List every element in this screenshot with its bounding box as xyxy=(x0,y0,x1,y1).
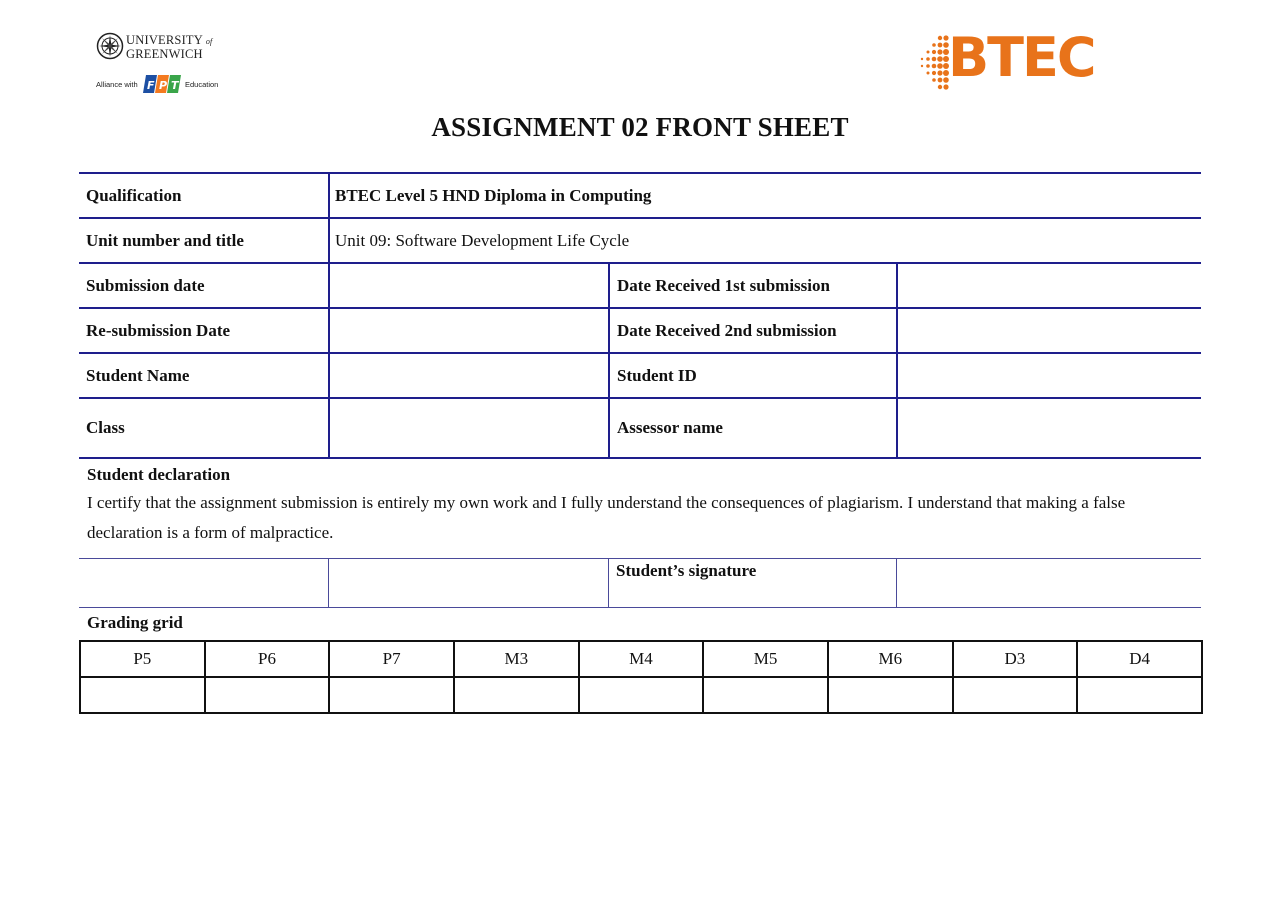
student-signature-label: Student’s signature xyxy=(609,559,897,607)
grade-criterion: P6 xyxy=(205,641,330,677)
fpt-logo-icon xyxy=(143,73,183,95)
grade-criterion: P5 xyxy=(80,641,205,677)
assessor-field[interactable] xyxy=(898,399,1201,457)
student-signature-field[interactable] xyxy=(897,559,1201,607)
signature-blank-cell xyxy=(79,559,329,607)
student-declaration xyxy=(79,461,1201,557)
student-row xyxy=(79,352,1201,397)
date-received-2-field[interactable] xyxy=(898,309,1201,352)
grade-mark-cell[interactable] xyxy=(953,677,1078,713)
grade-criterion: M5 xyxy=(703,641,828,677)
alliance-with-text: Alliance with xyxy=(96,80,138,89)
grade-mark-cell[interactable] xyxy=(579,677,704,713)
svg-text:P: P xyxy=(159,79,168,92)
page-title: ASSIGNMENT 02 FRONT SHEET xyxy=(431,112,849,142)
unit-value: Unit 09: Software Development Life Cycle xyxy=(335,230,630,250)
grade-criterion: P7 xyxy=(329,641,454,677)
education-text: Education xyxy=(185,80,219,89)
grading-grid-heading: Grading grid xyxy=(87,613,183,632)
qualification-row xyxy=(79,172,1201,217)
compass-rose-icon xyxy=(96,32,124,60)
student-name-field[interactable] xyxy=(330,354,610,397)
svg-text:T: T xyxy=(171,79,179,92)
grading-grid xyxy=(79,640,1203,714)
grade-mark-cell[interactable] xyxy=(828,677,953,713)
grade-criterion: M4 xyxy=(579,641,704,677)
resubmission-date-field[interactable] xyxy=(330,309,610,352)
date-received-1-field[interactable] xyxy=(898,264,1201,307)
submission-date-label: Submission date xyxy=(79,264,330,307)
class-label: Class xyxy=(79,399,330,457)
class-field[interactable] xyxy=(330,399,610,457)
declaration-text: I certify that the assignment submission is entirely my own work and I fully understand the consequences of plagiarism. I understand that making a false declaration is a form of malpractice. xyxy=(87,493,1126,542)
grade-mark-cell[interactable] xyxy=(703,677,828,713)
btec-logo xyxy=(918,26,1103,92)
declaration-heading: Student declaration xyxy=(87,465,231,484)
grade-criterion: M6 xyxy=(828,641,953,677)
date-received-1-label: Date Received 1st submission xyxy=(610,264,898,307)
front-sheet-table xyxy=(79,172,1201,459)
student-id-label: Student ID xyxy=(610,354,898,397)
submission-date-row xyxy=(79,262,1201,307)
signature-blank-cell xyxy=(329,559,609,607)
date-received-2-label: Date Received 2nd submission xyxy=(610,309,898,352)
resubmission-date-row xyxy=(79,307,1201,352)
class-row xyxy=(79,397,1201,459)
assessor-label: Assessor name xyxy=(610,399,898,457)
grade-mark-cell[interactable] xyxy=(80,677,205,713)
grade-criterion: D3 xyxy=(953,641,1078,677)
grade-mark-cell[interactable] xyxy=(1077,677,1202,713)
resubmission-date-label: Re-submission Date xyxy=(79,309,330,352)
student-id-field[interactable] xyxy=(898,354,1201,397)
university-of-greenwich-logo xyxy=(96,32,226,98)
greenwich-wordmark: UNIVERSITY of GREENWICH xyxy=(126,33,213,61)
student-name-label: Student Name xyxy=(79,354,330,397)
grading-criteria-row xyxy=(80,641,1202,677)
grade-criterion: M3 xyxy=(454,641,579,677)
qualification-value: BTEC Level 5 HND Diploma in Computing xyxy=(335,185,652,205)
unit-label: Unit number and title xyxy=(79,219,330,262)
grading-marks-row xyxy=(80,677,1202,713)
grade-mark-cell[interactable] xyxy=(329,677,454,713)
btec-wordmark: BTEC xyxy=(948,26,1095,89)
grade-criterion: D4 xyxy=(1077,641,1202,677)
svg-text:F: F xyxy=(147,79,155,92)
submission-date-field[interactable] xyxy=(330,264,610,307)
grade-mark-cell[interactable] xyxy=(205,677,330,713)
unit-row xyxy=(79,217,1201,262)
grade-mark-cell[interactable] xyxy=(454,677,579,713)
qualification-label: Qualification xyxy=(79,174,330,217)
signature-row xyxy=(79,558,1201,608)
dot-pattern-icon xyxy=(918,32,952,92)
